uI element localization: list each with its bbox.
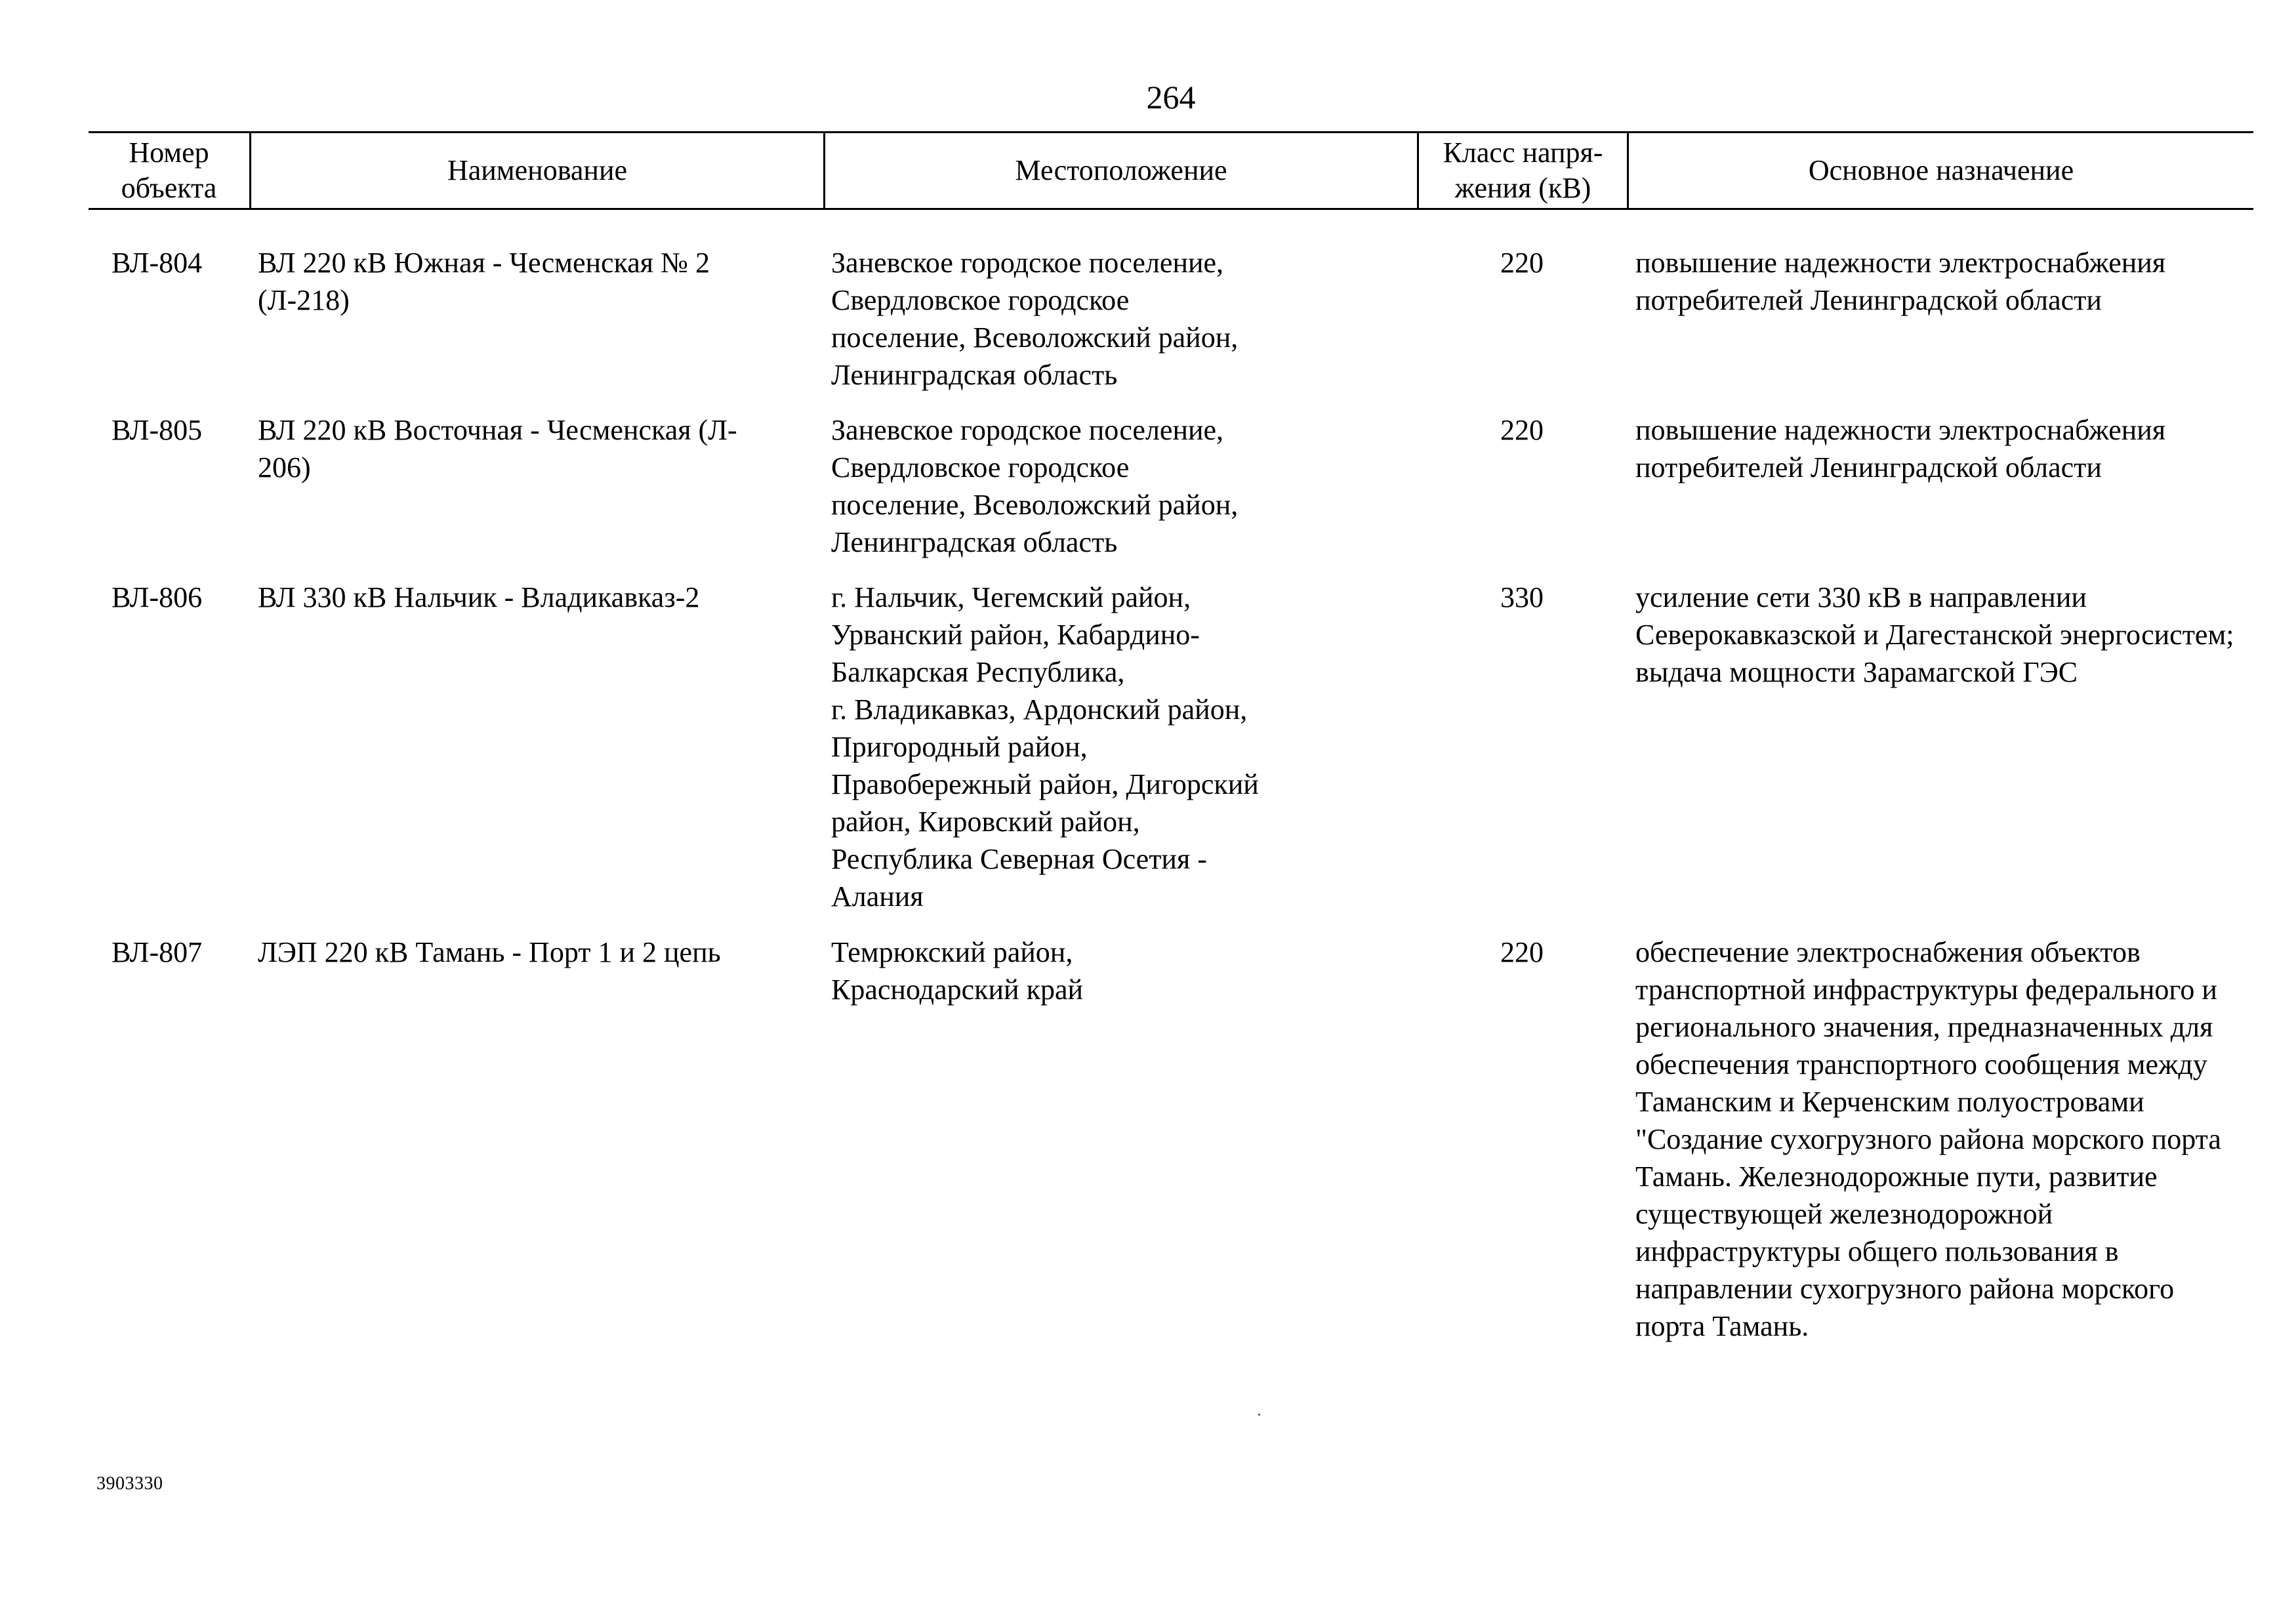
page-number: 264	[1146, 79, 1196, 115]
cell-name: ВЛ 220 кВ Южная - Чесменская № 2 (Л-218)	[258, 247, 710, 316]
cell-voltage: 220	[1500, 247, 1544, 279]
table-row	[89, 244, 2253, 411]
header-object-number: Номер объекта	[121, 136, 217, 204]
cell-purpose: обеспечение электроснабжения объектов транспортной инфраструктуры федерального и регионального значения, предназначенных для обеспечения транспортного сообщения между Таманским и Керченским полуостровами "Создание сухогрузного района морского порта Тамань. Железнодорожные пути, развитие существующей железнодорожной инфраструктуры общего пользования в направлении сухогрузного района морского порта Тамань.	[1635, 936, 2221, 1342]
cell-location: г. Нальчик, Чегемский район, Урванский район, Кабардино- Балкарская Республика, г. Владикавказ, Ардонский район, Пригородный район, Правобережный район, Дигорский район, Кировский район, Республика Северная Осетия - Алания	[831, 581, 1259, 913]
cell-name: ВЛ 330 кВ Нальчик - Владикавказ-2	[258, 581, 700, 613]
table-row	[89, 579, 2253, 934]
objects-table	[89, 131, 2253, 1353]
cell-purpose: усиление сети 330 кВ в направлении Северокавказской и Дагестанской энергосистем; выдача мощности Зарамагской ГЭС	[1635, 581, 2234, 688]
cell-object-number: ВЛ-807	[112, 936, 203, 968]
cell-purpose: повышение надежности электроснабжения потребителей Ленинградской области	[1635, 247, 2166, 316]
cell-object-number: ВЛ-806	[112, 581, 203, 613]
table-row	[89, 411, 2253, 579]
cell-voltage: 330	[1500, 581, 1544, 613]
cell-purpose: повышение надежности электроснабжения потребителей Ленинградской области	[1635, 414, 2166, 483]
cell-name: ЛЭП 220 кВ Тамань - Порт 1 и 2 цепь	[258, 936, 721, 968]
header-name: Наименование	[249, 133, 823, 208]
header-location: Местоположение	[823, 133, 1417, 208]
cell-location: Темрюкский район, Краснодарский край	[831, 936, 1084, 1006]
table-body	[89, 244, 2253, 1353]
cell-object-number: ВЛ-804	[112, 247, 203, 279]
cell-location: Заневское городское поселение, Свердловское городское поселение, Всеволожский район, Ленинградская область	[831, 414, 1239, 558]
cell-voltage: 220	[1500, 936, 1544, 968]
cell-name: ВЛ 220 кВ Восточная - Чесменская (Л- 206)	[258, 414, 737, 483]
cell-object-number: ВЛ-805	[112, 414, 203, 446]
table-row	[89, 934, 2253, 1353]
header-purpose: Основное назначение	[1627, 133, 2253, 208]
table-header	[89, 131, 2253, 210]
cell-location: Заневское городское поселение, Свердловское городское поселение, Всеволожский район, Ленинградская область	[831, 247, 1239, 391]
scan-speck	[1258, 1414, 1260, 1416]
cell-voltage: 220	[1500, 414, 1544, 446]
header-voltage-class: Класс напря- жения (кВ)	[1417, 133, 1627, 208]
footer-document-code: 3903330	[96, 1473, 163, 1494]
